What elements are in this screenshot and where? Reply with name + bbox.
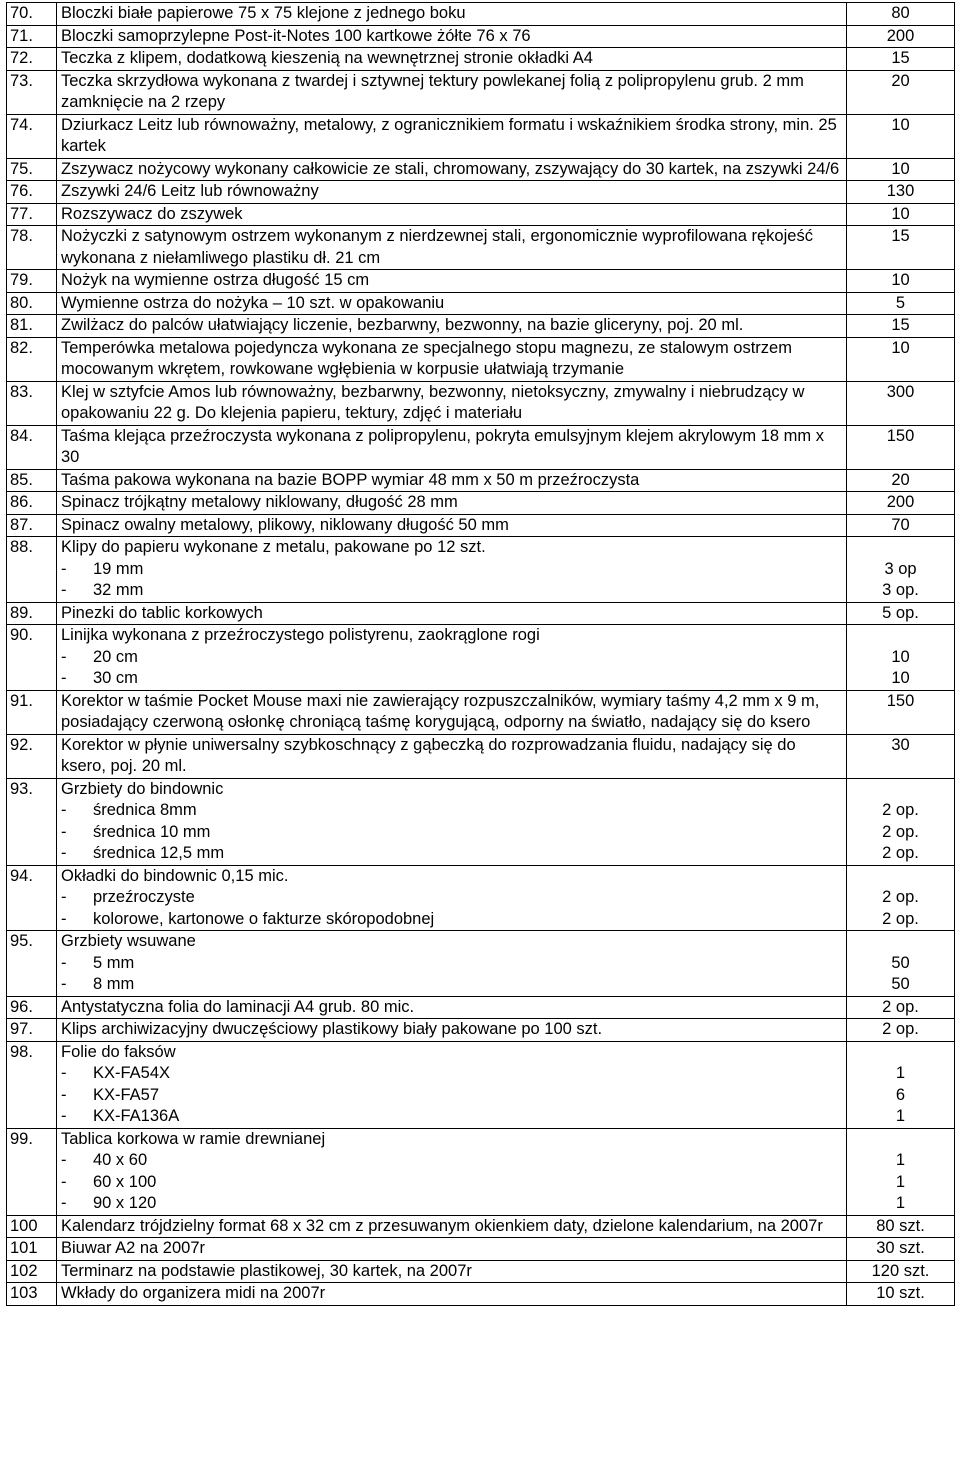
variant-quantity: 6	[895, 1085, 906, 1104]
item-quantity: 2 op.	[847, 1019, 955, 1042]
item-quantity: 300	[847, 381, 955, 425]
item-description	[57, 514, 847, 537]
table-row	[7, 181, 955, 204]
quantity-spacer	[851, 1129, 950, 1151]
variant-quantity: 10	[891, 669, 910, 687]
table-row	[7, 996, 955, 1019]
quantity-spacer	[851, 779, 950, 801]
item-quantity: 200	[847, 25, 955, 48]
item-number: 85.	[7, 469, 57, 492]
item-quantity: 20	[847, 70, 955, 114]
item-quantity: 15	[847, 315, 955, 338]
item-number: 89.	[7, 602, 57, 625]
item-description-text: Tablica korkowa w ramie drewnianej	[61, 1129, 326, 1148]
variant-quantity: 3 op	[884, 559, 917, 578]
item-description	[57, 1215, 847, 1238]
item-variant: - 90 x 120	[61, 1193, 842, 1215]
item-description	[57, 3, 847, 26]
item-description-text: Temperówka metalowa pojedyncza wykonana ze specjalnego stopu magnezu, ze stalowym ostrzem mocowanym wkrętem, rowkowane wgłębienia w korpusie ułatwiają trzymanie	[61, 338, 792, 378]
item-variant: - 32 mm	[61, 580, 842, 602]
item-description	[57, 226, 847, 270]
table-row	[7, 292, 955, 315]
item-quantity	[847, 1128, 955, 1215]
item-description-text: Klej w sztyfcie Amos lub równoważny, bezbarwny, bezwonny, nietoksyczny, zmywalny i niebrudzący w opakowaniu 22 g. Do klejenia papieru, tektury, zdjęć i materiału	[61, 382, 805, 422]
item-description-text: Grzbiety wsuwane	[61, 932, 196, 950]
variant-quantity: 1	[895, 1194, 906, 1212]
table-row	[7, 1019, 955, 1042]
item-quantity	[847, 778, 955, 865]
quantity-spacer	[851, 1042, 950, 1064]
item-number: 78.	[7, 226, 57, 270]
item-description-text: Dziurkacz Leitz lub równoważny, metalowy, z ogranicznikiem formatu i wskaźnikiem środka strony, min. 25 kartek	[61, 115, 837, 155]
item-description	[57, 865, 847, 931]
item-number: 99.	[7, 1128, 57, 1215]
item-description	[57, 734, 847, 778]
table-row	[7, 625, 955, 691]
item-description-text: Wymienne ostrza do nożyka – 10 szt. w opakowaniu	[61, 293, 445, 312]
item-description	[57, 996, 847, 1019]
quantity-spacer	[851, 625, 950, 647]
item-quantity: 30 szt.	[847, 1238, 955, 1261]
item-description	[57, 537, 847, 603]
item-number: 75.	[7, 158, 57, 181]
item-quantity: 5 op.	[847, 602, 955, 625]
table-row	[7, 315, 955, 338]
item-description-text: Folie do faksów	[61, 1042, 176, 1061]
item-number: 95.	[7, 931, 57, 997]
item-number: 101	[7, 1238, 57, 1261]
item-description-text: Bloczki białe papierowe 75 x 75 klejone z jednego boku	[61, 4, 466, 22]
item-description	[57, 292, 847, 315]
table-row	[7, 1283, 955, 1306]
variant-quantity: 2 op.	[882, 801, 919, 819]
item-quantity: 2 op.	[847, 996, 955, 1019]
item-description	[57, 602, 847, 625]
quantity-spacer	[851, 866, 950, 888]
table-row	[7, 734, 955, 778]
item-number: 90.	[7, 625, 57, 691]
item-description-text: Nożyczki z satynowym ostrzem wykonanym z nierdzewnej stali, ergonomicznie wyprofilowana rękojeść wykonana z niełamliwego plastiku dł. 21 cm	[61, 227, 813, 267]
item-description-text: Zwilżacz do palców ułatwiający liczenie, bezbarwny, bezwonny, na bazie gliceryny, poj. 20 ml.	[61, 316, 744, 334]
table-row	[7, 690, 955, 734]
item-description-text: Teczka skrzydłowa wykonana z twardej i sztywnej tektury powlekanej folią z polipropylenu grub. 2 mm zamknięcie na 2 rzepy	[61, 71, 804, 111]
item-number: 70.	[7, 3, 57, 26]
item-variant: - średnica 10 mm	[61, 822, 842, 844]
item-number: 86.	[7, 492, 57, 515]
item-description-text: Grzbiety do bindownic	[61, 779, 224, 798]
item-description	[57, 181, 847, 204]
item-description-text: Spinacz trójkątny metalowy niklowany, długość 28 mm	[61, 493, 458, 511]
variant-quantity: 10	[891, 647, 910, 666]
item-description-text: Klips archiwizacyjny dwuczęściowy plastikowy biały pakowane po 100 szt.	[61, 1020, 603, 1038]
item-description-text: Linijka wykonana z przeźroczystego polistyrenu, zaokrąglone rogi	[61, 626, 540, 644]
item-description	[57, 203, 847, 226]
table-row	[7, 778, 955, 865]
item-description-text: Klipy do papieru wykonane z metalu, pakowane po 12 szt.	[61, 538, 486, 556]
table-row	[7, 1238, 955, 1261]
variant-quantity: 1	[895, 1064, 906, 1082]
item-number: 81.	[7, 315, 57, 338]
table-row	[7, 381, 955, 425]
item-variant: - kolorowe, kartonowe o fakturze skóropodobnej	[61, 909, 842, 931]
item-quantity: 130	[847, 181, 955, 204]
item-description-text: Okładki do bindownic 0,15 mic.	[61, 866, 289, 885]
item-quantity: 5	[847, 292, 955, 315]
item-quantity: 150	[847, 425, 955, 469]
item-description	[57, 270, 847, 293]
item-quantity	[847, 625, 955, 691]
item-description	[57, 315, 847, 338]
table-row	[7, 469, 955, 492]
variant-quantity: 2 op.	[882, 909, 919, 928]
item-number: 88.	[7, 537, 57, 603]
item-number: 71.	[7, 25, 57, 48]
item-number: 84.	[7, 425, 57, 469]
item-description	[57, 70, 847, 114]
table-row	[7, 337, 955, 381]
item-description	[57, 48, 847, 71]
table-row	[7, 25, 955, 48]
item-description	[57, 114, 847, 158]
item-description-text: Pinezki do tablic korkowych	[61, 603, 263, 622]
table-row	[7, 1215, 955, 1238]
item-variant: - 19 mm	[61, 559, 842, 581]
item-description	[57, 469, 847, 492]
item-quantity: 80 szt.	[847, 1215, 955, 1238]
item-variant: - 60 x 100	[61, 1172, 842, 1194]
table-row	[7, 514, 955, 537]
table-row	[7, 931, 955, 997]
table-row	[7, 3, 955, 26]
item-quantity: 15	[847, 48, 955, 71]
item-description-text: Bloczki samoprzylepne Post-it-Notes 100 kartkowe żółte 76 x 76	[61, 26, 531, 45]
item-number: 94.	[7, 865, 57, 931]
table-row	[7, 48, 955, 71]
item-number: 91.	[7, 690, 57, 734]
item-quantity: 70	[847, 514, 955, 537]
item-description	[57, 1041, 847, 1128]
item-variant: - średnica 12,5 mm	[61, 843, 842, 865]
item-number: 93.	[7, 778, 57, 865]
item-number: 79.	[7, 270, 57, 293]
item-description	[57, 425, 847, 469]
item-variant: - 40 x 60	[61, 1150, 842, 1172]
item-number: 97.	[7, 1019, 57, 1042]
item-number: 82.	[7, 337, 57, 381]
variant-quantity: 1	[895, 1107, 906, 1125]
variant-quantity: 2 op.	[882, 822, 919, 841]
variant-quantity: 50	[891, 975, 910, 993]
table-row	[7, 226, 955, 270]
item-quantity: 15	[847, 226, 955, 270]
order-items-table	[6, 2, 955, 1306]
item-description-text: Wkłady do organizera midi na 2007r	[61, 1284, 326, 1302]
item-quantity	[847, 1041, 955, 1128]
item-number: 87.	[7, 514, 57, 537]
variant-quantity: 3 op.	[882, 581, 919, 599]
item-description	[57, 25, 847, 48]
item-number: 80.	[7, 292, 57, 315]
item-quantity	[847, 931, 955, 997]
item-number: 83.	[7, 381, 57, 425]
item-variant: - KX-FA136A	[61, 1106, 842, 1128]
item-description-text: Antystatyczna folia do laminacji A4 grub. 80 mic.	[61, 997, 415, 1016]
table-row	[7, 158, 955, 181]
item-quantity: 30	[847, 734, 955, 778]
item-description-text: Taśma pakowa wykonana na bazie BOPP wymiar 48 mm x 50 m przeźroczysta	[61, 470, 640, 489]
item-description-text: Terminarz na podstawie plastikowej, 30 kartek, na 2007r	[61, 1261, 472, 1280]
item-number: 77.	[7, 203, 57, 226]
table-row	[7, 270, 955, 293]
item-description-text: Kalendarz trójdzielny format 68 x 32 cm z przesuwanym okienkiem daty, dzielone kalendarium, na 2007r	[61, 1216, 823, 1235]
item-number: 73.	[7, 70, 57, 114]
variant-quantity: 1	[895, 1151, 906, 1169]
item-description-text: Teczka z klipem, dodatkową kieszenią na wewnętrznej stronie okładki A4	[61, 49, 593, 67]
item-description-text: Rozszywacz do zszywek	[61, 204, 243, 223]
item-quantity: 150	[847, 690, 955, 734]
item-description-text: Biuwar A2 na 2007r	[61, 1239, 206, 1257]
item-quantity: 10	[847, 270, 955, 293]
item-quantity: 80	[847, 3, 955, 26]
item-description	[57, 1238, 847, 1261]
item-quantity: 10	[847, 114, 955, 158]
item-number: 98.	[7, 1041, 57, 1128]
item-description	[57, 381, 847, 425]
table-row	[7, 1041, 955, 1128]
item-description	[57, 1283, 847, 1306]
table-row	[7, 492, 955, 515]
item-description	[57, 778, 847, 865]
item-description-text: Taśma klejąca przeźroczysta wykonana z polipropylenu, pokryta emulsyjnym klejem akrylowym 18 mm x 30	[61, 426, 824, 466]
item-quantity: 10 szt.	[847, 1283, 955, 1306]
item-description-text: Zszywacz nożycowy wykonany całkowicie ze stali, chromowany, zszywający do 30 kartek, na zszywki 24/6	[61, 159, 840, 178]
item-description-text: Zszywki 24/6 Leitz lub równoważny	[61, 182, 319, 200]
table-row	[7, 203, 955, 226]
table-row	[7, 114, 955, 158]
item-quantity: 200	[847, 492, 955, 515]
item-description	[57, 931, 847, 997]
item-quantity: 10	[847, 203, 955, 226]
item-variant: - 30 cm	[61, 668, 842, 690]
table-body	[7, 3, 955, 1306]
table-row	[7, 1260, 955, 1283]
item-number: 74.	[7, 114, 57, 158]
table-row	[7, 425, 955, 469]
quantity-spacer	[851, 537, 950, 559]
item-quantity	[847, 865, 955, 931]
table-row	[7, 602, 955, 625]
variant-quantity: 2 op.	[882, 888, 919, 906]
item-description	[57, 625, 847, 691]
table-row	[7, 70, 955, 114]
item-description	[57, 1019, 847, 1042]
item-quantity: 10	[847, 337, 955, 381]
item-number: 100	[7, 1215, 57, 1238]
item-variant: - 8 mm	[61, 974, 842, 996]
item-description-text: Korektor w taśmie Pocket Mouse maxi nie zawierający rozpuszczalników, wymiary taśmy 4,2 mm x 9 m, posiadający czerwoną osłonkę chroniącą taśmę korygującą, odporny na światło, nadający się do ksero	[61, 691, 820, 731]
item-variant: - przeźroczyste	[61, 887, 842, 909]
variant-quantity: 2 op.	[882, 844, 919, 862]
item-number: 102	[7, 1260, 57, 1283]
item-description	[57, 492, 847, 515]
item-number: 96.	[7, 996, 57, 1019]
table-row	[7, 1128, 955, 1215]
item-variant: - 5 mm	[61, 953, 842, 975]
item-variant: - KX-FA57	[61, 1085, 842, 1107]
table-row	[7, 865, 955, 931]
quantity-spacer	[851, 931, 950, 953]
item-quantity: 120 szt.	[847, 1260, 955, 1283]
item-description-text: Spinacz owalny metalowy, plikowy, niklowany długość 50 mm	[61, 515, 509, 534]
item-quantity: 10	[847, 158, 955, 181]
item-description	[57, 1260, 847, 1283]
table-row	[7, 537, 955, 603]
item-number: 72.	[7, 48, 57, 71]
item-description	[57, 690, 847, 734]
item-number: 92.	[7, 734, 57, 778]
item-quantity	[847, 537, 955, 603]
item-variant: - średnica 8mm	[61, 800, 842, 822]
item-description	[57, 337, 847, 381]
item-quantity: 20	[847, 469, 955, 492]
variant-quantity: 1	[895, 1172, 906, 1191]
item-description	[57, 158, 847, 181]
item-number: 103	[7, 1283, 57, 1306]
item-number: 76.	[7, 181, 57, 204]
variant-quantity: 50	[891, 953, 910, 972]
item-variant: - KX-FA54X	[61, 1063, 842, 1085]
item-description-text: Korektor w płynie uniwersalny szybkoschnący z gąbeczką do rozprowadzania fluidu, nadający się do ksero, poj. 20 ml.	[61, 735, 796, 775]
item-description-text: Nożyk na wymienne ostrza długość 15 cm	[61, 271, 370, 289]
item-variant: - 20 cm	[61, 647, 842, 669]
item-description	[57, 1128, 847, 1215]
